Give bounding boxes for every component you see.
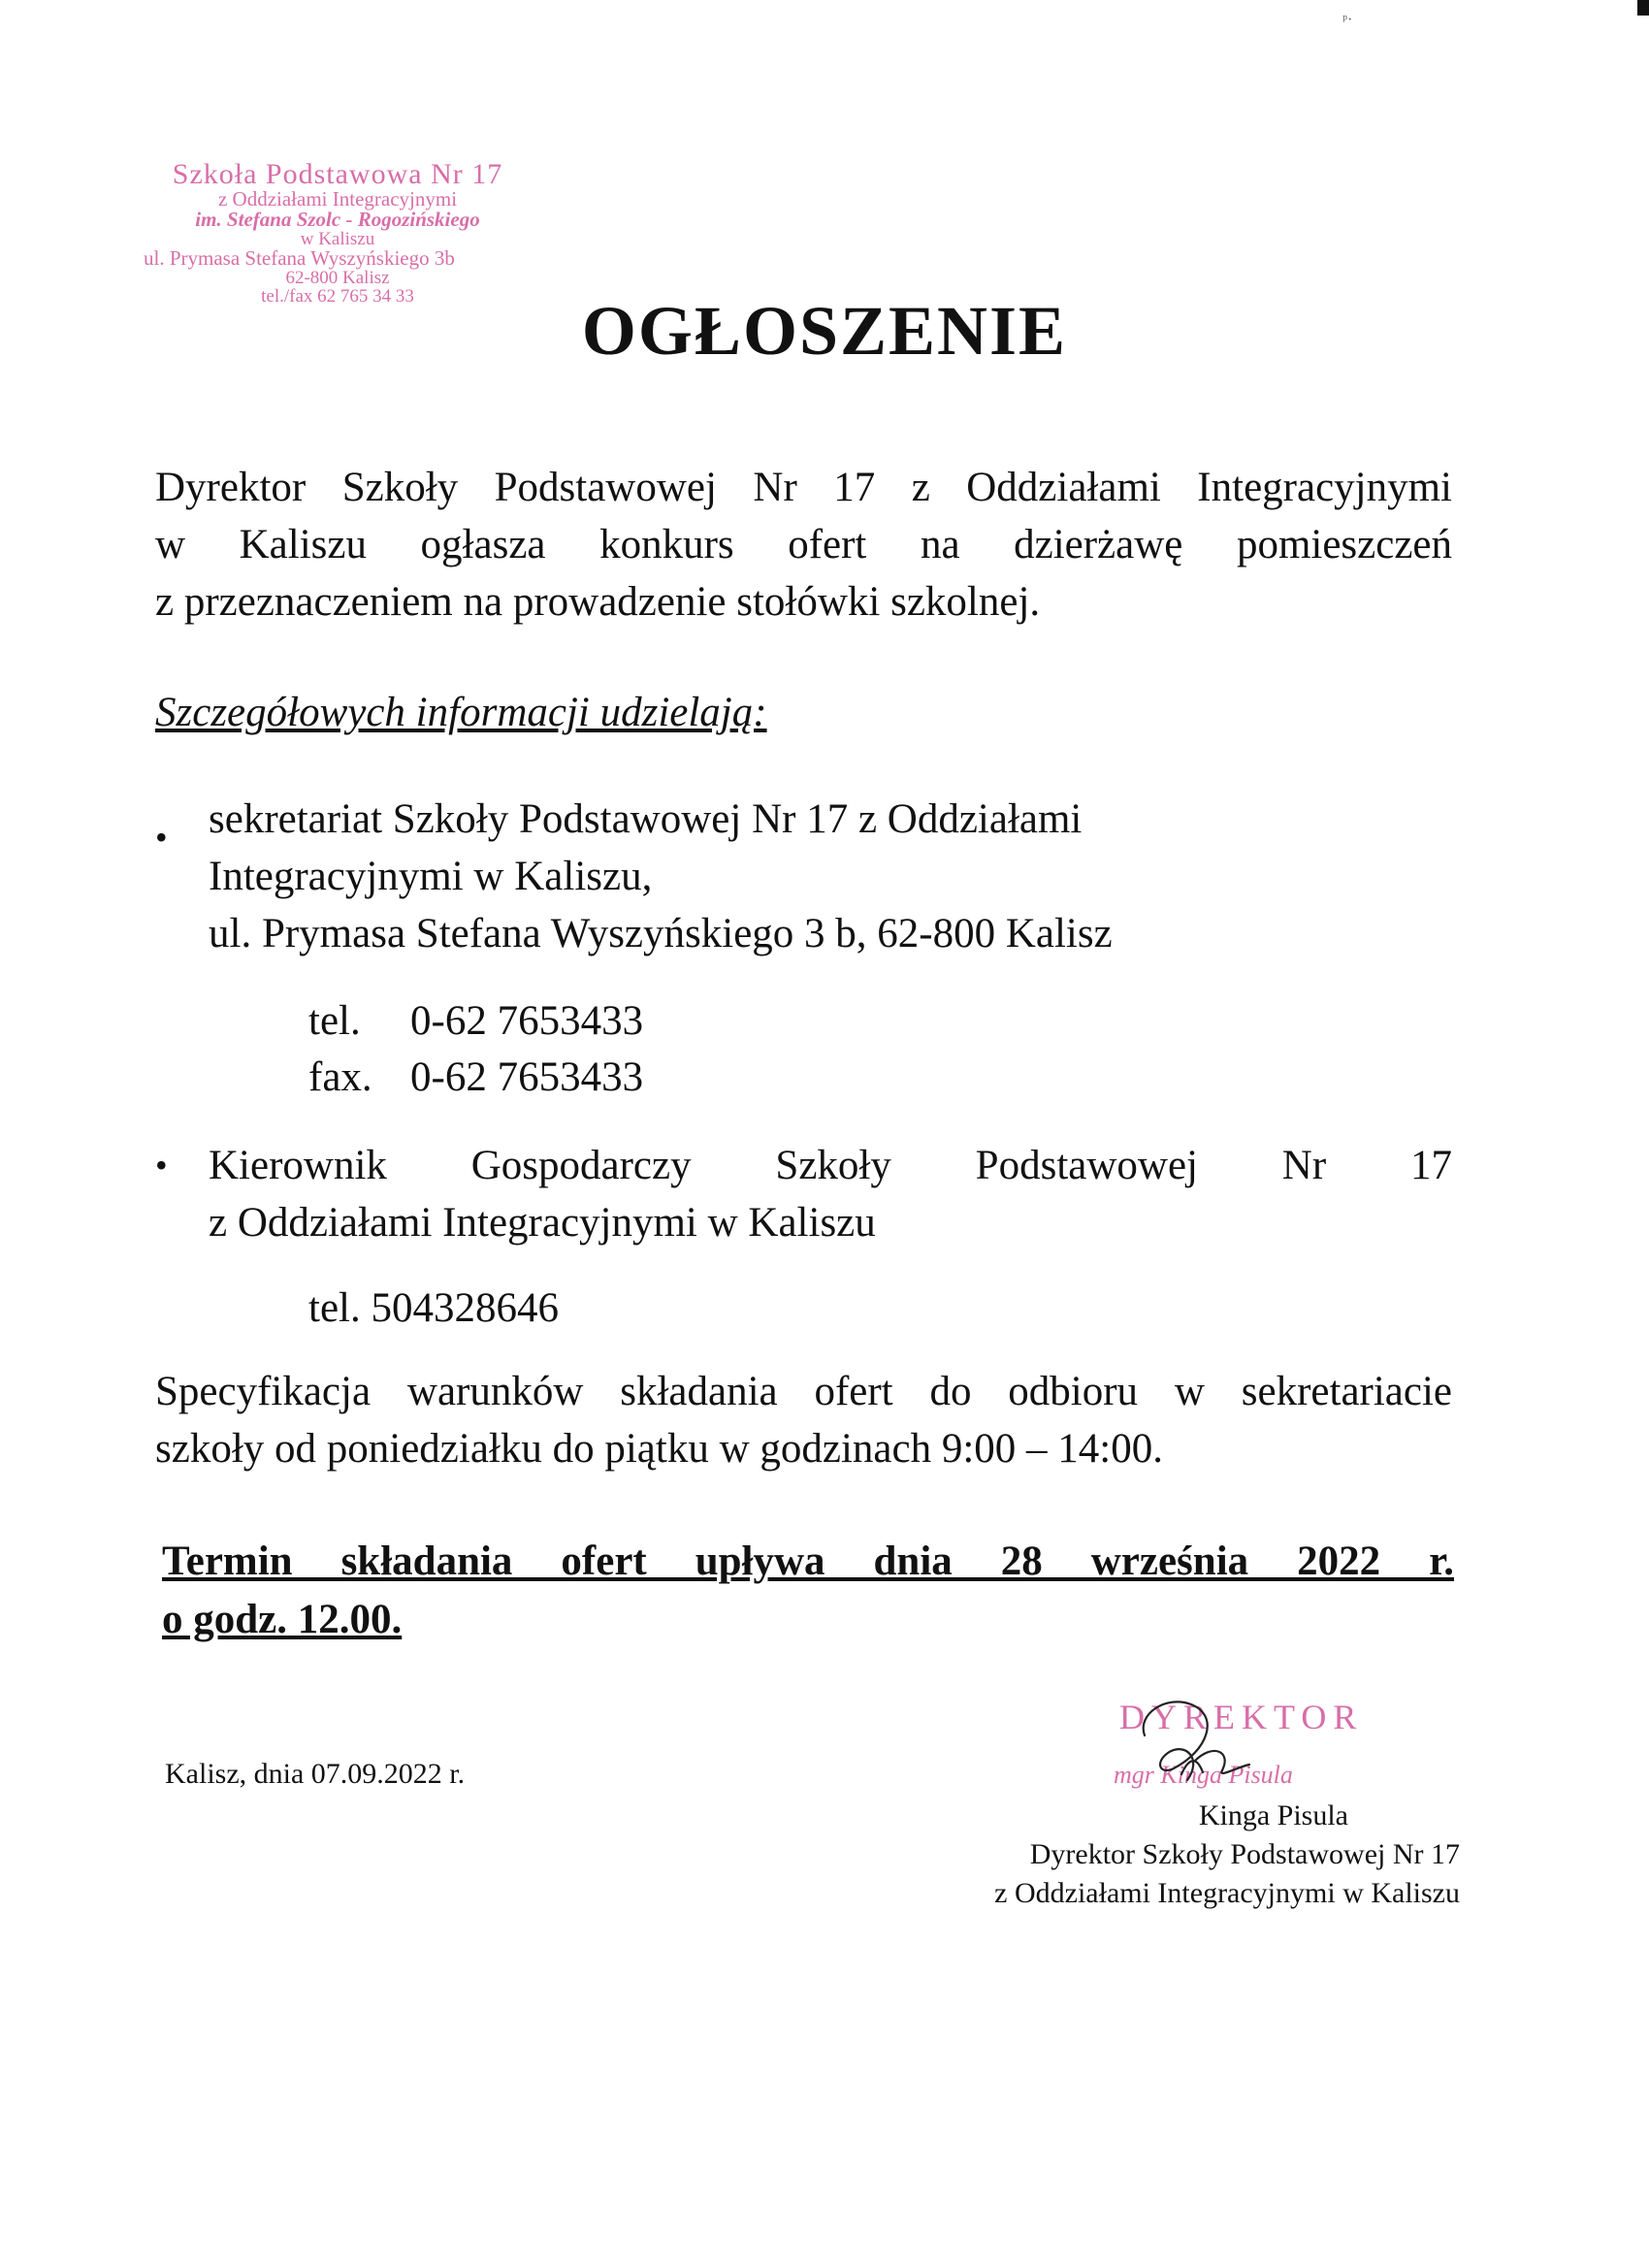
contact-secretariat: [209, 791, 1324, 962]
signature-icon: [1067, 1675, 1358, 1801]
intro-line: Dyrektor Szkoły Podstawowej Nr 17 z Oddziałami Integracyjnymi: [155, 465, 1452, 510]
stamp-line: ul. Prymasa Stefana Wyszyńskiego 3b: [144, 246, 455, 270]
specification-paragraph: [155, 1363, 1452, 1477]
stamp-line: tel./fax 62 765 34 33: [261, 286, 414, 307]
contact-line: z Oddziałami Integracyjnymi w Kaliszu: [209, 1200, 876, 1246]
phone-row: [308, 993, 643, 1050]
bullet-icon: •: [155, 818, 168, 857]
stamp-line: w Kaliszu: [300, 229, 375, 249]
bullet-icon: •: [155, 1146, 168, 1184]
fax-number: 0-62 7653433: [410, 1054, 644, 1100]
director-stamp: [1067, 1675, 1364, 1801]
deadline-line: o godz. 12.00.: [162, 1597, 403, 1642]
signer-role: Dyrektor Szkoły Podstawowej Nr 17: [1029, 1838, 1460, 1870]
signer-name: Kinga Pisula: [1198, 1799, 1348, 1831]
intro-line: z przeznaczeniem na prowadzenie stołówki szkolnej.: [155, 579, 1041, 625]
deadline-line: Termin składania ofert upływa dnia 28 września 2022 r.: [162, 1539, 1454, 1584]
spec-line: Specyfikacja warunków składania ofert do odbioru w sekretariacie: [155, 1369, 1452, 1414]
issue-date: Kalisz, dnia 07.09.2022 r.: [165, 1758, 466, 1790]
intro-line: w Kaliszu ogłasza konkurs ofert na dzierżawę pomieszczeń: [155, 522, 1452, 567]
contact-manager: [209, 1137, 1452, 1251]
phone-label: tel.: [308, 998, 361, 1044]
scan-speck: ᵖ·: [1342, 12, 1353, 28]
fax-label: fax.: [308, 1054, 372, 1100]
deadline-notice: [162, 1533, 1454, 1649]
stamp-line: Szkoła Podstawowa Nr 17: [172, 158, 503, 190]
stamp-line: im. Stefana Szolc - Rogozińskiego: [195, 208, 480, 231]
stamp-line: z Oddziałami Integracyjnymi: [217, 187, 458, 211]
page-title: OGŁOSZENIE: [581, 292, 1068, 370]
school-stamp: [144, 160, 532, 306]
secretariat-phones: [308, 993, 643, 1106]
director-stamp-name: mgr Kinga Pisula: [1114, 1761, 1293, 1789]
phone-number: 0-62 7653433: [410, 998, 644, 1044]
signer-role: z Oddziałami Integracyjnymi w Kaliszu: [994, 1877, 1460, 1909]
contact-line: sekretariat Szkoły Podstawowej Nr 17 z Oddziałami: [209, 796, 1083, 842]
fax-row: [308, 1050, 643, 1106]
contact-line: ul. Prymasa Stefana Wyszyńskiego 3 b, 62-800 Kalisz: [209, 911, 1113, 956]
scan-edge-mark: [1637, 0, 1649, 16]
signer-block: [781, 1797, 1460, 1913]
info-heading: Szczegółowych informacji udzielają:: [155, 690, 767, 735]
contact-line: Kierownik Gospodarczy Szkoły Podstawowej Nr 17: [209, 1143, 1452, 1188]
manager-phone: tel. 504328646: [308, 1285, 559, 1331]
spec-line: szkoły od poniedziałku do piątku w godzinach 9:00 – 14:00.: [155, 1426, 1163, 1472]
contact-line: Integracyjnymi w Kaliszu,: [209, 854, 653, 899]
director-stamp-title: DYREKTOR: [1119, 1698, 1364, 1736]
intro-paragraph: [155, 459, 1452, 631]
stamp-line: 62-800 Kalisz: [285, 268, 390, 288]
